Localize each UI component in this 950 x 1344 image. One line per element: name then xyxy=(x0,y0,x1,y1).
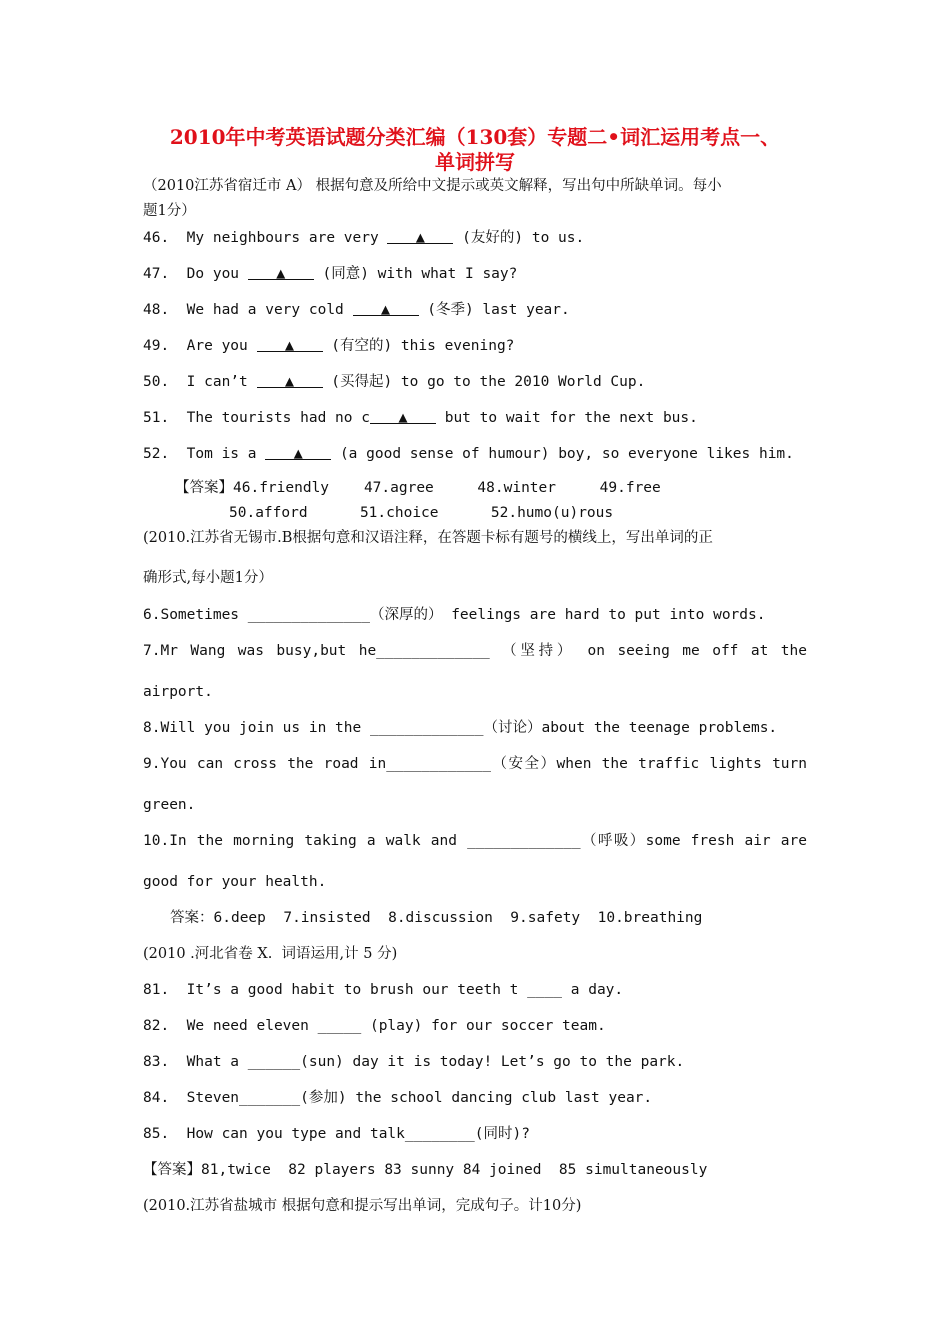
section3-header: (2010 .河北省卷 X. 词语运用,计 5 分) xyxy=(143,946,398,962)
question-8: 8.Will you join us in the _____________（讨论）about the teenage problems. xyxy=(143,720,778,736)
question-9-cont: green. xyxy=(143,797,196,813)
question-82: 82. We need eleven _____ (play) for our soccer team. xyxy=(143,1018,606,1034)
question-81: 81. It’s a good habit to brush our teeth t ____ a day. xyxy=(143,982,624,998)
section2-header: (2010.江苏省无锡市.B根据句意和汉语注释，在答题卡标有题号的横线上，写出单词的正 xyxy=(143,530,713,546)
answer-blank[interactable] xyxy=(353,299,419,316)
answer-key-1: 【答案】46.friendly 47.agree 48.winter 49.free xyxy=(175,480,661,496)
answer-key-3: 【答案】81,twice 82 players 83 sunny 84 joined 85 simultaneously xyxy=(143,1162,708,1178)
section2-header-cont: 确形式,每小题1分） xyxy=(143,570,273,586)
question-83: 83. What a ______(sun) day it is today! Let’s go to the park. xyxy=(143,1054,685,1070)
answer-blank[interactable] xyxy=(248,263,314,280)
question-7: 7.Mr Wang was busy,but he_____________ （坚持） on seeing me off at the xyxy=(143,643,807,659)
answer-key-1-cont: 50.afford 51.choice 52.humo(u)rous xyxy=(229,505,614,521)
section1-header-cont: 题1分） xyxy=(143,203,196,219)
title-line-2: 单词拼写 xyxy=(435,150,515,174)
section4-header: (2010.江苏省盐城市 根据句意和提示写出单词，完成句子。计10分) xyxy=(143,1198,582,1214)
section1-header: （2010江苏省宿迁市 A） 根据句意及所给中文提示或英文解释，写出句中所缺单词。每小 xyxy=(143,178,722,194)
answer-blank[interactable] xyxy=(257,371,323,388)
answer-blank[interactable] xyxy=(387,227,453,244)
question-84: 84. Steven_______(参加) the school dancing club last year. xyxy=(143,1090,653,1106)
answer-blank[interactable] xyxy=(265,443,331,460)
question-10: 10.In the morning taking a walk and _____________（呼吸）some fresh air are xyxy=(143,833,807,849)
question-50: 50. I can’t ▲ (买得起) to go to the 2010 World Cup. xyxy=(143,371,645,392)
question-52: 52. Tom is a ▲ (a good sense of humour) boy, so everyone likes him. xyxy=(143,443,794,464)
question-46: 46. My neighbours are very ▲ (友好的) to us. xyxy=(143,227,584,248)
question-7-cont: airport. xyxy=(143,684,213,700)
question-9: 9.You can cross the road in____________（安全）when the traffic lights turn xyxy=(143,756,807,772)
question-6: 6.Sometimes ______________（深厚的） feelings are hard to put into words. xyxy=(143,607,766,623)
answer-blank[interactable] xyxy=(370,407,436,424)
answer-blank[interactable] xyxy=(257,335,323,352)
title-line-1: 2010年中考英语试题分类汇编（130套）专题二•词汇运用考点一、 xyxy=(169,125,781,149)
question-51: 51. The tourists had no c▲ but to wait for the next bus. xyxy=(143,407,698,428)
question-49: 49. Are you ▲ (有空的) this evening? xyxy=(143,335,514,356)
question-10-cont: good for your health. xyxy=(143,874,327,890)
question-47: 47. Do you ▲ (同意) with what I say? xyxy=(143,263,517,284)
answer-key-2: 答案：6.deep 7.insisted 8.discussion 9.safety 10.breathing xyxy=(170,910,703,926)
question-48: 48. We had a very cold ▲ (冬季) last year. xyxy=(143,299,570,320)
question-85: 85. How can you type and talk________(同时)? xyxy=(143,1126,530,1142)
